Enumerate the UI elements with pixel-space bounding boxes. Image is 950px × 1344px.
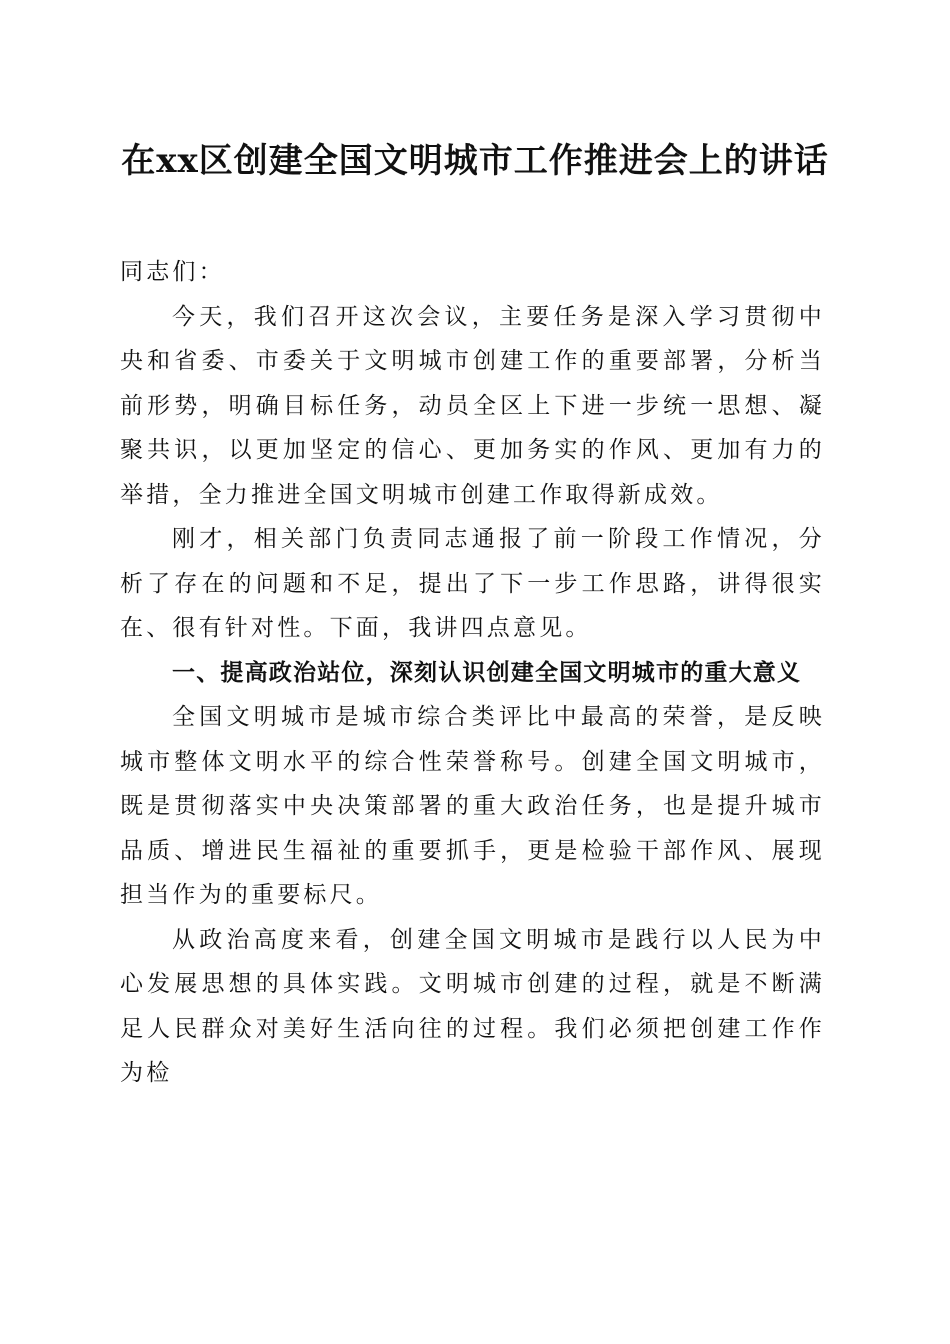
document-body — [120, 250, 825, 1096]
paragraph-honor: 全国文明城市是城市综合类评比中最高的荣誉，是反映城市整体文明水平的综合性荣誉称号。创建全国文明城市，既是贯彻落实中央决策部署的重大政治任务，也是提升城市品质、增进民生福祉的重要抓手，更是检验干部作风、展现担当作为的重要标尺。 — [120, 704, 825, 908]
paragraph-review: 刚才，相关部门负责同志通报了前一阶段工作情况，分析了存在的问题和不足，提出了下一步工作思路，讲得很实在、很有针对性。下面，我讲四点意见。 — [120, 526, 825, 641]
document-title: 在xx区创建全国文明城市工作推进会上的讲话 — [121, 141, 829, 181]
salutation: 同志们： — [120, 259, 225, 285]
paragraph-opening: 今天，我们召开这次会议，主要任务是深入学习贯彻中央和省委、市委关于文明城市创建工作的重要部署，分析当前形势，明确目标任务，动员全区上下进一步统一思想、凝聚共识，以更加坚定的信心、更加务实的作风、更加有力的举措，全力推进全国文明城市创建工作取得新成效。 — [120, 303, 825, 508]
section-heading: 一、提高政治站位，深刻认识创建全国文明城市的重大意义 — [172, 659, 802, 686]
paragraph-political: 从政治高度来看，创建全国文明城市是践行以人民为中心发展思想的具体实践。文明城市创建的过程，就是不断满足人民群众对美好生活向往的过程。我们必须把创建工作作为检 — [120, 926, 825, 1086]
